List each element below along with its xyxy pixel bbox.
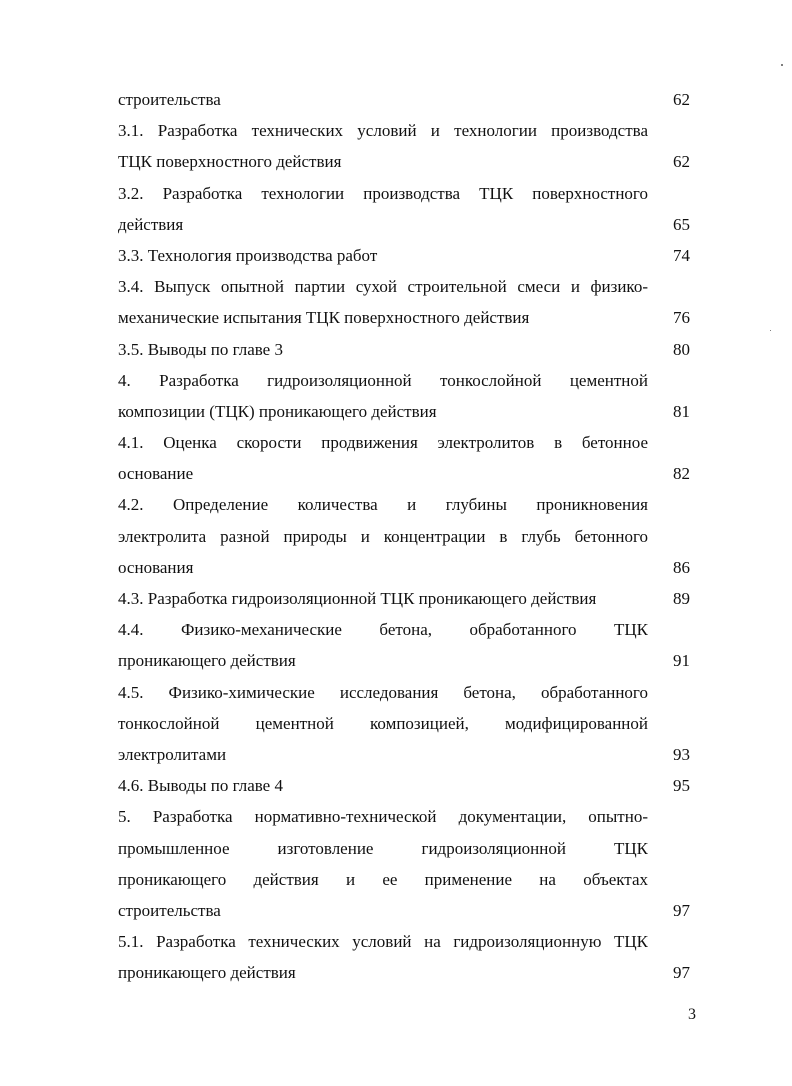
toc-entry-page: 97 — [673, 963, 690, 983]
toc-entry-line — [118, 458, 690, 489]
toc-entry-text: 5.1. Разработка технических условий на гидроизоляционную ТЦК — [118, 932, 648, 952]
toc-entry-line — [118, 677, 690, 708]
toc-entry-line — [118, 833, 690, 864]
toc-entry-text: проникающего действия — [118, 963, 296, 983]
toc-entry-page: 95 — [673, 776, 690, 796]
toc-entry-line — [118, 271, 690, 302]
toc-entry-text: основания — [118, 557, 194, 577]
toc-entry-page: 65 — [673, 214, 690, 234]
toc-entry-text: 5. Разработка нормативно-технической документации, опытно- — [118, 807, 648, 827]
toc-entry-page: 76 — [673, 308, 690, 328]
toc-entry-line — [118, 334, 690, 365]
toc-entry-text: 4.1. Оценка скорости продвижения электролитов в бетонное — [118, 433, 648, 453]
toc-entry-line — [118, 365, 690, 396]
toc-entry-text: 3.4. Выпуск опытной партии сухой строительной смеси и физико- — [118, 277, 648, 297]
toc-entry-line — [118, 209, 690, 240]
toc-entry-page: 97 — [673, 900, 690, 920]
toc-entry-text: ТЦК поверхностного действия — [118, 152, 342, 172]
scan-speck — [770, 330, 771, 331]
toc-entry-text: 4.5. Физико-химические исследования бетона, обработанного — [118, 682, 648, 702]
toc-entry-line — [118, 801, 690, 832]
toc-entry — [118, 926, 690, 988]
toc-entry — [118, 271, 690, 333]
toc-entry-page: 81 — [673, 401, 690, 421]
toc-entry-line — [118, 115, 690, 146]
toc-entry — [118, 178, 690, 240]
toc-entry-line — [118, 427, 690, 458]
toc-entry-line — [118, 583, 690, 614]
table-of-contents — [118, 84, 690, 988]
toc-entry-text: 4.6. Выводы по главе 4 — [118, 776, 283, 796]
toc-entry-text: электролитами — [118, 744, 227, 764]
toc-entry-line — [118, 895, 690, 926]
scan-speck — [781, 64, 783, 66]
toc-entry-page: 62 — [673, 90, 690, 109]
toc-entry-text: 3.3. Технология производства работ — [118, 245, 378, 265]
toc-entry-text: 3.2. Разработка технологии производства ТЦК поверхностного — [118, 183, 648, 203]
toc-entry-text: 4.3. Разработка гидроизоляционной ТЦК проникающего действия — [118, 589, 597, 608]
toc-entry-line — [118, 614, 690, 645]
toc-entry-text: 4.4. Физико-механические бетона, обработанного ТЦК — [118, 620, 648, 640]
toc-entry-line — [118, 864, 690, 895]
toc-entry — [118, 801, 690, 926]
toc-entry-line — [118, 770, 690, 801]
toc-entry-text: композиции (ТЦК) проникающего действия — [118, 401, 437, 421]
toc-entry-text: 3.1. Разработка технических условий и технологии производства — [118, 121, 648, 141]
toc-entry — [118, 770, 690, 801]
toc-entry-line — [118, 552, 690, 583]
toc-entry-text: 3.5. Выводы по главе 3 — [118, 339, 283, 359]
toc-entry — [118, 489, 690, 583]
toc-entry — [118, 334, 690, 365]
toc-entry-page: 93 — [673, 744, 690, 764]
toc-entry-text: механические испытания ТЦК поверхностного действия — [118, 308, 530, 328]
toc-entry-text: строительства — [118, 900, 221, 920]
toc-entry-text: проникающего действия и ее применение на объектах — [118, 869, 648, 889]
toc-entry-line — [118, 178, 690, 209]
toc-entry-line — [118, 708, 690, 739]
toc-entry — [118, 677, 690, 771]
toc-entry-text: промышленное изготовление гидроизоляционной ТЦК — [118, 838, 648, 858]
toc-entry-line — [118, 396, 690, 427]
toc-entry-text: проникающего действия — [118, 651, 296, 671]
toc-entry — [118, 427, 690, 489]
toc-entry-text: строительства — [118, 90, 221, 109]
toc-entry-line — [118, 84, 690, 115]
toc-entry-line — [118, 521, 690, 552]
toc-entry-text: действия — [118, 214, 184, 234]
toc-entry — [118, 583, 690, 614]
toc-entry-line — [118, 739, 690, 770]
toc-entry-line — [118, 240, 690, 271]
page-number: 3 — [688, 1006, 696, 1023]
toc-entry-page: 86 — [673, 557, 690, 577]
toc-entry-page: 62 — [673, 152, 690, 172]
toc-entry-page: 89 — [673, 589, 690, 608]
toc-entry-line — [118, 146, 690, 177]
toc-entry-page: 91 — [673, 651, 690, 671]
toc-entry-text: основание — [118, 464, 194, 484]
toc-entry-line — [118, 926, 690, 957]
toc-entry — [118, 84, 690, 115]
toc-entry-line — [118, 489, 690, 520]
toc-entry — [118, 240, 690, 271]
toc-entry-text: 4.2. Определение количества и глубины проникновения — [118, 495, 648, 515]
toc-entry-line — [118, 645, 690, 676]
toc-entry-text: электролита разной природы и концентрации в глубь бетонного — [118, 526, 648, 546]
toc-entry-line — [118, 957, 690, 988]
toc-entry-text: 4. Разработка гидроизоляционной тонкослойной цементной — [118, 370, 648, 390]
toc-entry-page: 80 — [673, 339, 690, 359]
toc-entry — [118, 614, 690, 676]
toc-entry-text: тонкослойной цементной композицией, модифицированной — [118, 713, 648, 733]
toc-entry-page: 82 — [673, 464, 690, 484]
toc-entry-line — [118, 302, 690, 333]
toc-entry — [118, 365, 690, 427]
toc-entry — [118, 115, 690, 177]
toc-entry-page: 74 — [673, 245, 690, 265]
